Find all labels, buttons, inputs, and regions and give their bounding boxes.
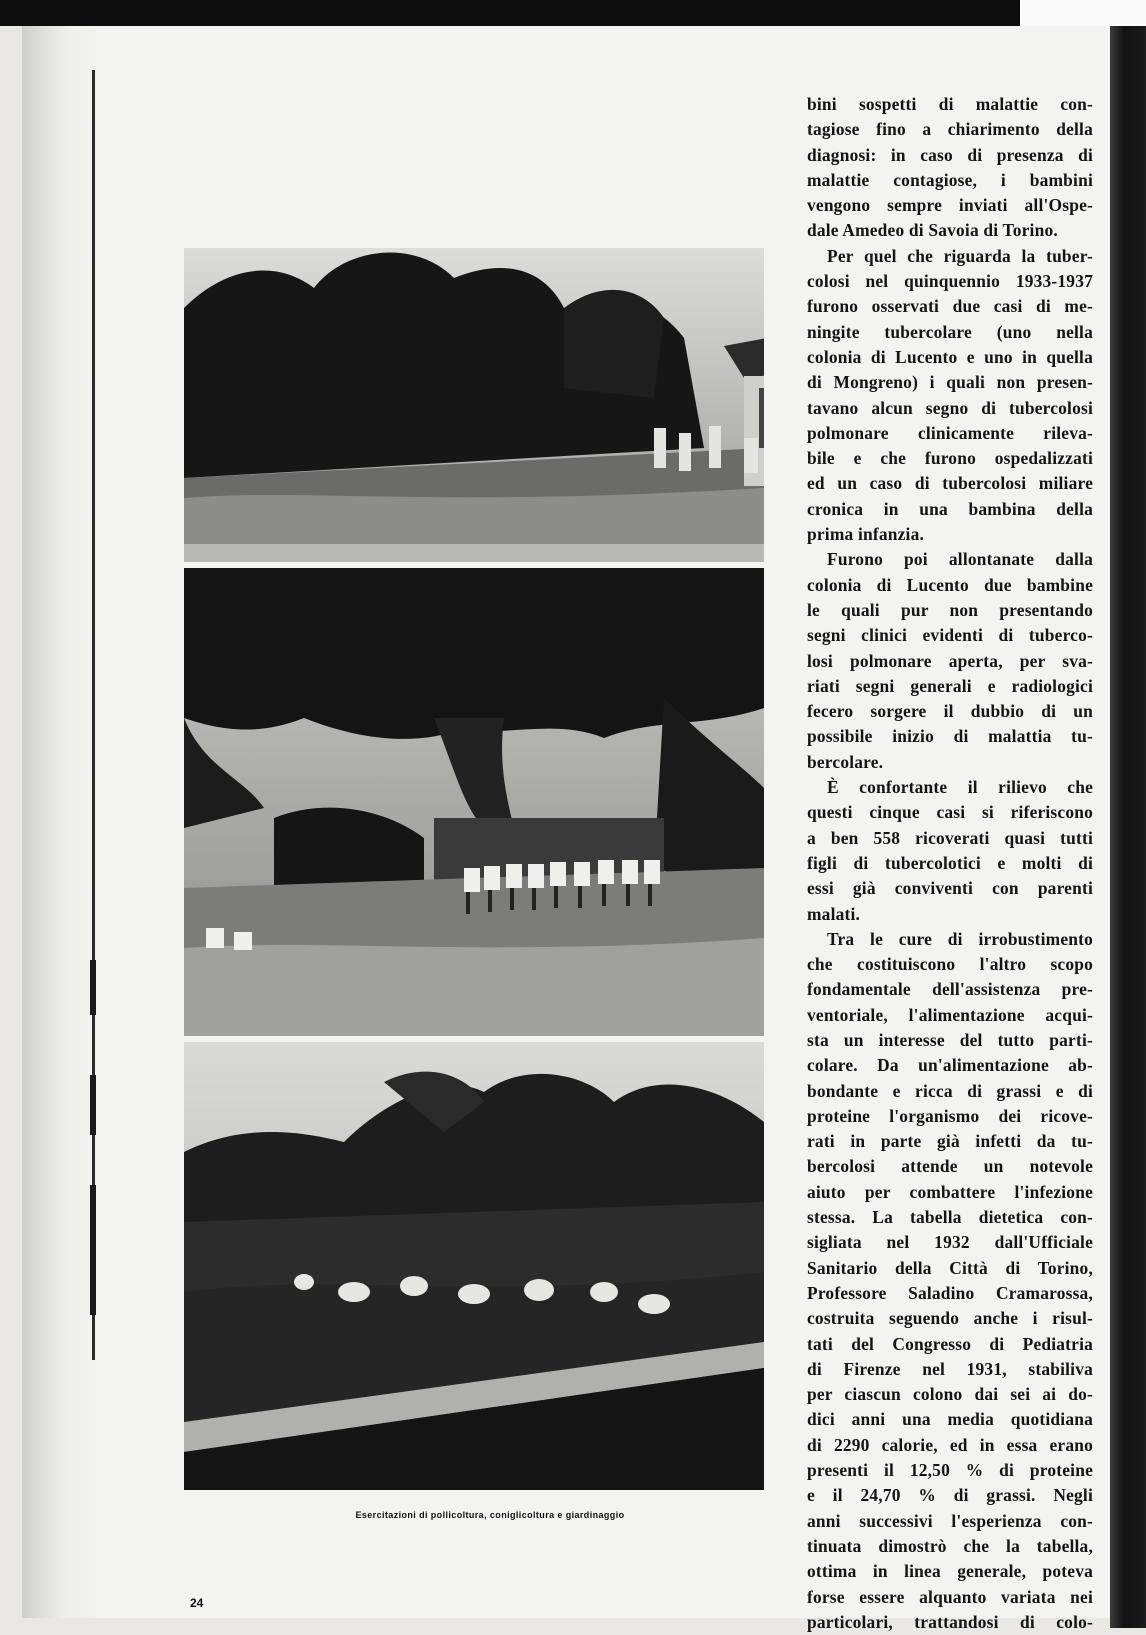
text-line: di Mongreno) i quali non presen-: [807, 372, 1093, 393]
text-line: bile e che furono ospedalizzati: [807, 448, 1093, 469]
binding-mark: [90, 1185, 96, 1315]
text-line: anni successivi l'esperienza con-: [807, 1510, 1093, 1531]
text-line: ed un caso di tubercolosi miliare: [807, 473, 1093, 494]
text-line: losi polmonare aperta, per sva-: [807, 650, 1093, 671]
text-line: Per quel che riguarda la tuber-: [827, 245, 1093, 266]
text-line: aiuto per combattere l'infezione: [807, 1181, 1093, 1202]
text-line: colonia di Lucento e uno in quella: [807, 346, 1093, 367]
text-line: prima infanzia.: [807, 524, 925, 545]
text-line: Professore Saladino Cramarossa,: [807, 1282, 1093, 1303]
photo-colony-hut: [184, 248, 764, 562]
text-line: di 2290 calorie, ed in essa erano: [807, 1434, 1093, 1455]
text-line: tagiose fino a chiarimento della: [807, 119, 1093, 140]
text-line: polmonare clinicamente rileva-: [807, 422, 1093, 443]
text-line: particolari, trattandosi di colo-: [807, 1611, 1093, 1632]
text-line: per ciascun colono dai sei ai do-: [807, 1384, 1093, 1405]
text-line: a ben 558 ricoverati quasi tutti: [807, 827, 1093, 848]
text-line: Sanitario della Città di Torino,: [807, 1257, 1093, 1278]
photo-icon: [184, 568, 764, 1036]
text-line: fondamentale dell'assistenza pre-: [807, 979, 1093, 1000]
text-line: dici anni una media quotidiana: [807, 1409, 1093, 1430]
photo-icon: [184, 1042, 764, 1490]
text-line: vengono sempre inviati all'Ospe-: [807, 195, 1093, 216]
text-line: ningite tubercolare (uno nella: [807, 321, 1093, 342]
text-line: riati segni generali e radiologici: [807, 675, 1093, 696]
scan-top-border: [0, 0, 1020, 26]
body-text-column: [807, 92, 1093, 1635]
text-line: che costituiscono l'altro scopo: [807, 954, 1093, 975]
text-line: tinuata dimostrò che la tabella,: [807, 1535, 1093, 1556]
text-line: Furono poi allontanate dalla: [827, 549, 1093, 570]
text-line: presenti il 12,50 % di proteine: [807, 1460, 1093, 1481]
scan-top-corner: [1020, 0, 1146, 26]
text-line: sigliata nel 1932 dall'Ufficiale: [807, 1232, 1093, 1253]
text-line: proteine l'organismo dei ricove-: [807, 1105, 1093, 1126]
text-line: rati in parte già infetti da tu-: [807, 1131, 1093, 1152]
text-line: forse essere alquanto variata nei: [807, 1586, 1093, 1607]
page-gutter: [22, 26, 102, 1618]
binding-mark: [90, 1075, 96, 1135]
text-line: Tra le cure di irrobustimento: [827, 928, 1093, 949]
text-line: dale Amedeo di Savoia di Torino.: [807, 220, 1058, 241]
text-line: furono osservati due casi di me-: [807, 296, 1093, 317]
photo-caption: Esercitazioni di pollicoltura, coniglicoltura e giardinaggio: [355, 1510, 625, 1520]
text-line: segni clinici evidenti di tuberco-: [807, 625, 1093, 646]
text-line: sta un interesse del tutto parti-: [807, 1029, 1093, 1050]
text-line: ventoriale, l'alimentazione acqui-: [807, 1004, 1093, 1025]
scan-right-edge: [1110, 26, 1146, 1628]
page-number: 24: [190, 1596, 204, 1610]
text-line: bercolare.: [807, 751, 884, 772]
text-line: ottima in linea generale, poteva: [807, 1561, 1093, 1582]
text-line: stessa. La tabella dietetica con-: [807, 1207, 1093, 1228]
text-line: tati del Congresso di Pediatria: [807, 1333, 1093, 1354]
text-line: bondante e ricca di grassi e di: [807, 1080, 1093, 1101]
text-line: diagnosi: in caso di presenza di: [807, 144, 1093, 165]
text-line: fecero sorgere il dubbio di un: [807, 701, 1093, 722]
photo-gardening: [184, 1042, 764, 1490]
text-line: di Firenze nel 1931, stabiliva: [807, 1358, 1093, 1379]
text-line: colosi nel quinquennio 1933-1937: [807, 271, 1093, 292]
text-line: bercolosi attende un notevole: [807, 1156, 1093, 1177]
text-line: tavano alcun segno di tubercolosi: [807, 397, 1093, 418]
text-line: essi già conviventi con parenti: [807, 878, 1093, 899]
text-line: figli di tubercolotici e molti di: [807, 852, 1093, 873]
binding-edge: [92, 70, 95, 1360]
text-line: colonia di Lucento due bambine: [807, 574, 1093, 595]
text-line: È confortante il rilievo che: [827, 777, 1093, 798]
text-line: possibile inizio di malattia tu-: [807, 726, 1093, 747]
text-line: questi cinque casi si riferiscono: [807, 802, 1093, 823]
text-line: bini sospetti di malattie con-: [807, 94, 1093, 114]
photo-icon: [184, 248, 764, 562]
photo-children-under-tree: [184, 568, 764, 1036]
text-line: cronica in una bambina della: [807, 498, 1093, 519]
text-line: malati.: [807, 903, 861, 924]
text-line: malattie contagiose, i bambini: [807, 169, 1093, 190]
text-line: colare. Da un'alimentazione ab-: [807, 1055, 1093, 1076]
binding-mark: [90, 960, 96, 1015]
text-line: e il 24,70 % di grassi. Negli: [807, 1485, 1093, 1506]
text-line: le quali pur non presentando: [807, 599, 1093, 620]
text-line: costruita seguendo anche i risul-: [807, 1308, 1093, 1329]
